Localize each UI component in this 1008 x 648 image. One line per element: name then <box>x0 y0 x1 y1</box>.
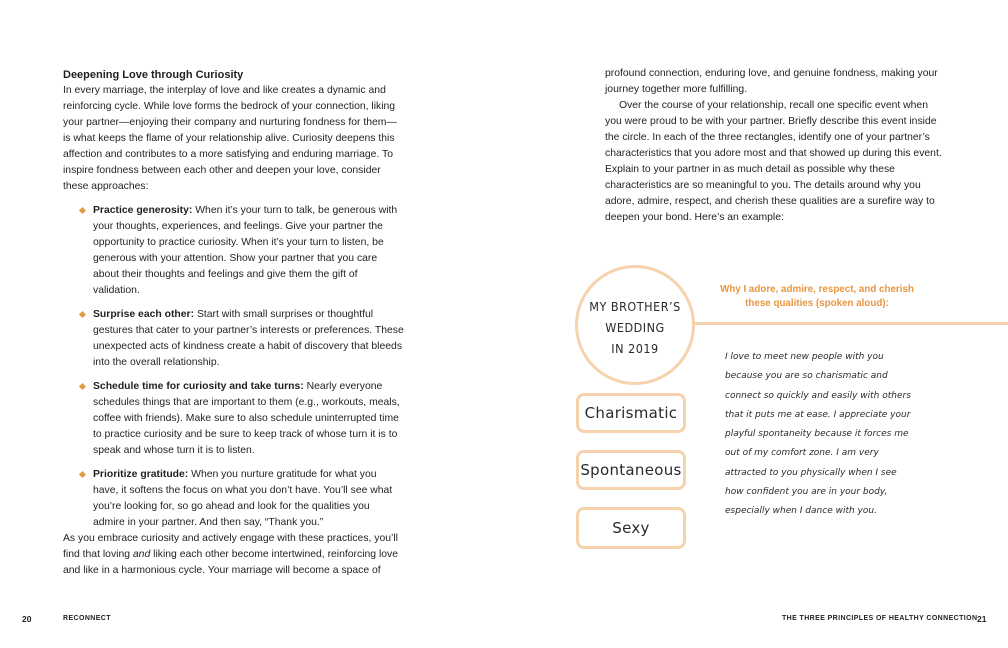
bullet-term: Practice generosity: <box>93 205 193 216</box>
diamond-bullet-icon <box>79 471 86 478</box>
running-head-right: THE THREE PRINCIPLES OF HEALTHY CONNECTION <box>782 615 978 622</box>
section-heading: Deepening Love through Curiosity <box>63 69 244 81</box>
approaches-list <box>78 203 404 539</box>
bullet-term: Surprise each other: <box>93 309 195 320</box>
right-page <box>504 0 1008 648</box>
intro-paragraph: In every marriage, the interplay of love and like creates a dynamic and reinforcing cycle. While love forms the bedrock of your connection, liking your partner—enjoying their company and nurturing fondness for them—is what keeps the flame of your relationship alive. Curiosity deepens this affection and contributes to a more satisfying and enduring marriage. To inspire fondness between each other and deepen your love, consider these approaches: <box>63 85 397 192</box>
bullet-text: Start with small surprises or thoughtful gestures that cater to your partner’s interests or preferences. These unexpected acts of kindness create a habit of discovery that bleeds into the overall relationship. <box>93 309 404 368</box>
closing-text-a: As you embrace curiosity and actively engage with these practices, you’ll find that loving <box>63 533 398 560</box>
closing-paragraph <box>63 531 403 579</box>
quality-box: Spontaneous <box>576 450 686 490</box>
bullet-term: Prioritize gratitude: <box>93 469 189 480</box>
quality-box: Sexy <box>576 507 686 549</box>
list-item <box>78 379 404 459</box>
closing-text-b: liking each other become intertwined, reinforcing love and like in a harmonious cycle. Your marriage will become a space of <box>63 549 399 576</box>
bullet-text: When you nurture gratitude for what you have, it softens the focus on what you don’t have. You’ll see what you’re looking for, so go ahead and look for the qualities you admire in your partner. And then say, “Thank you.” <box>93 469 393 528</box>
diamond-bullet-icon <box>79 311 86 318</box>
closing-emphasis: and <box>132 549 151 560</box>
list-item <box>78 203 404 299</box>
instructions-paragraph <box>605 98 945 226</box>
page-number-left: 20 <box>22 614 32 624</box>
diamond-bullet-icon <box>79 383 86 390</box>
instructions-text: Over the course of your relationship, recall one specific event when you were proud to be with your partner. Briefly describe this event inside the circle. In each of the three rectangles, identify one of your partner’s characteristics that you adore most and that showed up during this event. Explain to your partner in as much detail as possible why these characteristics are so meaningful to you. The details around why you adore, admire, respect, and cherish these qualities are a surefire way to deepen your bond. Here’s an example: <box>605 100 942 223</box>
connector-line <box>690 322 1008 325</box>
why-label: Why I adore, admire, respect, and cherish these qualities (spoken aloud): <box>720 284 914 309</box>
page-number-right: 21 <box>977 614 987 624</box>
event-description <box>575 296 695 359</box>
quality-box: Charismatic <box>576 393 686 433</box>
event-line: MY BROTHER’S <box>589 299 681 314</box>
bullet-term: Schedule time for curiosity and take turns: <box>93 381 304 392</box>
bullet-text: When it’s your turn to talk, be generous with your thoughts, experiences, and feelings. Give your partner the opportunity to practice curiosity. When it’s your turn to listen, be generous with your attention. Show your partner that you care about their thoughts and feelings and give them the gift of validation. <box>93 205 398 296</box>
event-line: IN 2019 <box>611 341 659 356</box>
bullet-text: Nearly everyone schedules things that are important to them (e.g., workouts, meals, coffee with friends). Make sure to also schedule uninterrupted time to practice curiosity and be sure to keep track of whose turn it is to speak and whose turn it is to listen. <box>93 381 400 456</box>
handwritten-explanation: I love to meet new people with you because you are so charismatic and connect so quickly and easily with others that it puts me at ease. I appreciate your playful spontaneity because it forces me out of my comfort zone. I am very attracted to you physically when I see how confident you are in your body, especially when I dance with you. <box>725 352 911 517</box>
list-item <box>78 307 404 371</box>
list-item <box>78 467 404 531</box>
event-line: WEDDING <box>605 320 665 335</box>
diamond-bullet-icon <box>79 207 86 214</box>
running-head-left: RECONNECT <box>63 615 111 622</box>
continued-paragraph: profound connection, enduring love, and genuine fondness, making your journey together more fulfilling. <box>605 68 938 95</box>
